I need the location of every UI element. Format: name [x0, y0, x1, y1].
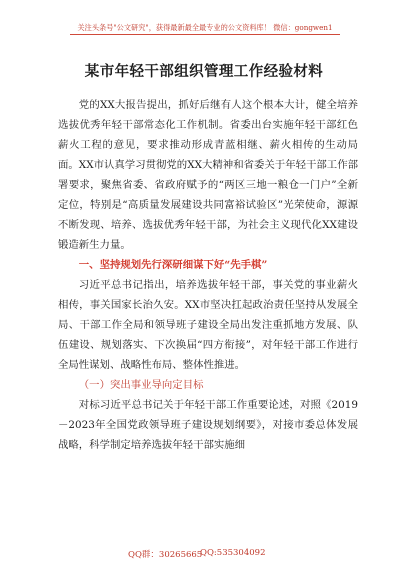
subsection-heading-1: （一）突出事业导向定目标 [78, 379, 204, 391]
document-body [58, 95, 358, 455]
paragraph-intro: 党的XX大报告提出，抓好后继有人这个根本大计，健全培养选拔优秀年轻干部常态化工作机制。省委出台实施年轻干部红色薪火工程的意见，要求推动形成青蓝相继、薪火相传的生动局面。XX市认真学习贯彻党的XX大精神和省委关于年轻干部工作部署要求，聚焦省委、省政府赋予的“两区三地一粮仓一门户”全新定位，特别是“高质量发展建设共同富裕试验区”光荣使命，源源不断发现、培养、选拔优秀年轻干部，为社会主义现代化XX建设锻造新生力量。 [58, 99, 358, 251]
paragraph-section-1: 习近平总书记指出，培养选拔年轻干部，事关党的事业薪火相传，事关国家长治久安。XX市坚决扛起政治责任坚持从发展全局、干部工作全局和领导班子建设全局出发注重抓地方发展、队伍建设、规划落实、下次换届“四方衔接”，对年轻干部工作进行全局性谋划、战略性布局、整体性推进。 [58, 279, 358, 371]
section-heading-1: 一、坚持规划先行深研细谋下好“先手棋” [78, 259, 268, 271]
footer-qq-group: QQ群：30265665 [128, 550, 203, 560]
document-title: 某市年轻干部组织管理工作经验材料 [84, 63, 324, 80]
footer-qq-number: QQ:535304092 [200, 548, 266, 558]
footer-contact [0, 548, 408, 562]
paragraph-subsection-1: 对标习近平总书记关于年轻干部工作重要论述，对照《2019－2023年全国党政领导班子建设规划纲要》，对接市委总体发展战略，科学制定培养选拔年轻干部实施细 [58, 399, 358, 451]
header-banner: 关注头条号"公文研究"，获得最新最全最专业的公文资料库！ 微信：gongwen1 [70, 21, 340, 35]
